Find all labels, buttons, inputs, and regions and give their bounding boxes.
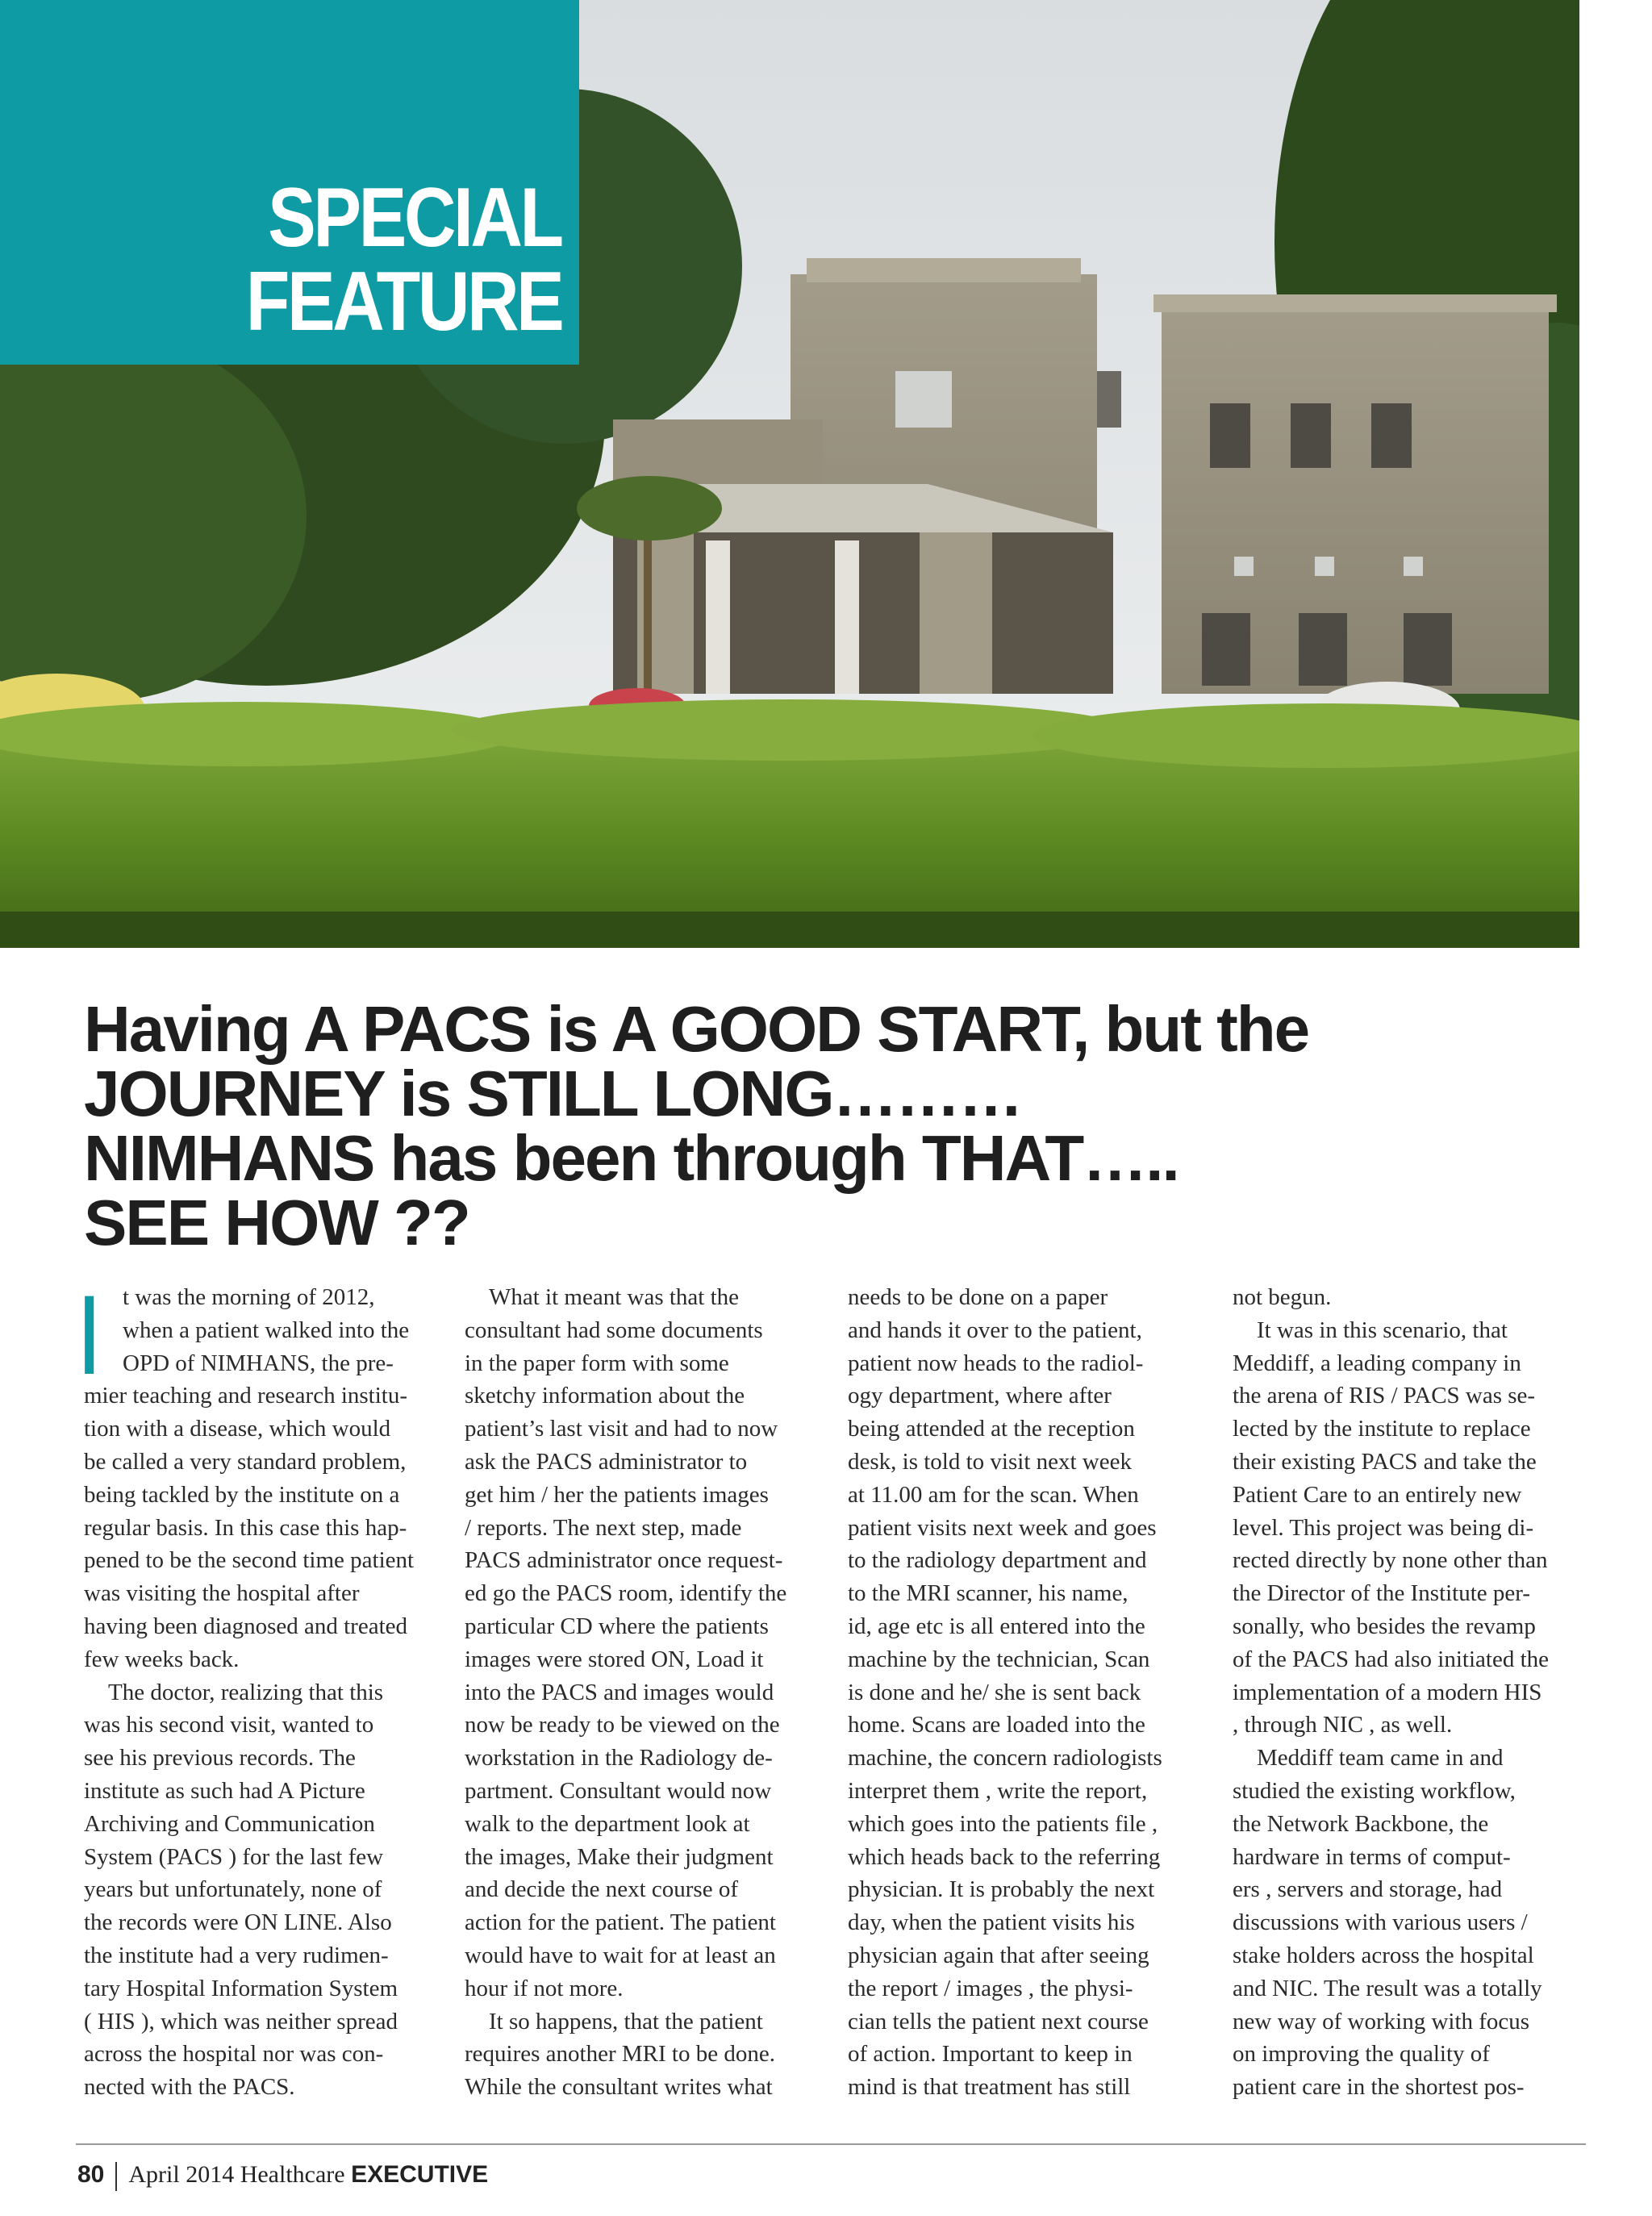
body-text-line: machine, the concern radiologists — [848, 1745, 1162, 1772]
article-column-1 — [84, 1281, 429, 2104]
body-text: What it meant was that the — [489, 1284, 740, 1310]
body-text-line: mier teaching and research institu- — [84, 1383, 408, 1409]
body-text-line: to the radiology department and — [848, 1547, 1147, 1574]
body-text-line: was visiting the hospital after — [84, 1580, 360, 1607]
body-text-line: see his previous records. The — [84, 1745, 356, 1772]
body-text-line: on improving the quality of — [1233, 2041, 1490, 2068]
body-text-line: / reports. The next step, made — [465, 1514, 742, 1541]
body-text-line: images were stored ON, Load it — [465, 1646, 764, 1672]
body-text-line: implementation of a modern HIS — [1233, 1679, 1542, 1705]
article-column-4 — [1233, 1281, 1578, 2104]
body-text-line: System (PACS ) for the last few — [84, 1843, 384, 1870]
body-text-line: the institute had a very rudimen- — [84, 1942, 389, 1968]
badge-line-2: FEATURE — [245, 255, 561, 348]
body-text-line: and NIC. The result was a totally — [1233, 1975, 1542, 2001]
body-text-line: few weeks back. — [84, 1646, 240, 1672]
body-text-line: the arena of RIS / PACS was se- — [1233, 1383, 1536, 1409]
body-text-line: years but unfortunately, none of — [84, 1876, 382, 1903]
body-text-line: the Director of the Institute per- — [1233, 1580, 1531, 1607]
body-text-line: level. This project was being di- — [1233, 1514, 1534, 1541]
magazine-name: EXECUTIVE — [351, 2161, 489, 2188]
drop-cap-letter: I — [81, 1271, 98, 1398]
body-text-line: While the consultant writes what — [465, 2074, 773, 2101]
body-text-line: machine by the technician, Scan — [848, 1646, 1150, 1672]
body-text-line: day, when the patient visits his — [848, 1909, 1135, 1936]
body-text-line: physician again that after seeing — [848, 1942, 1149, 1968]
headline-line: JOURNEY is STILL LONG……… — [84, 1058, 1022, 1129]
body-text-line: tion with a disease, which would — [84, 1416, 391, 1442]
body-text-line: the images, Make their judgment — [465, 1843, 774, 1870]
body-text-line: ers , servers and storage, had — [1233, 1876, 1503, 1903]
footer-rule — [76, 2143, 1586, 2145]
body-text-line: when a patient walked into the — [123, 1317, 410, 1343]
body-text-line: , through NIC , as well. — [1233, 1712, 1453, 1738]
body-text-line: hardware in terms of comput- — [1233, 1843, 1511, 1870]
body-text-line: interpret them , write the report, — [848, 1777, 1148, 1804]
body-text-line: particular CD where the patients — [465, 1613, 769, 1639]
body-text-line: hour if not more. — [465, 1975, 624, 2001]
body-text-line: regular basis. In this case this hap- — [84, 1514, 407, 1541]
body-text-line: PACS administrator once request- — [465, 1547, 783, 1574]
page-number: 80 — [77, 2161, 105, 2188]
body-text-line — [465, 2005, 810, 2039]
body-text-line: be called a very standard problem, — [84, 1448, 407, 1475]
body-text-line: the records were ON LINE. Also — [84, 1909, 392, 1936]
body-text-line: needs to be done on a paper — [848, 1284, 1108, 1310]
body-text-line: now be ready to be viewed on the — [465, 1712, 780, 1738]
body-text-line — [1233, 1314, 1578, 1347]
body-text-line: patient’s last visit and had to now — [465, 1416, 778, 1442]
body-text-line: is done and he/ she is sent back — [848, 1679, 1141, 1705]
body-text-line: OPD of NIMHANS, the pre- — [123, 1350, 394, 1376]
issue-label: April 2014 Healthcare — [128, 2161, 345, 2188]
body-text-line: discussions with various users / — [1233, 1909, 1528, 1936]
body-text: Meddiff team came in and — [1257, 1745, 1504, 1772]
body-text-line — [1233, 1742, 1578, 1775]
article-column-3 — [848, 1281, 1193, 2104]
body-text-line: desk, is told to visit next week — [848, 1448, 1132, 1475]
body-text-line: pened to be the second time patient — [84, 1547, 415, 1574]
body-text-line: home. Scans are loaded into the — [848, 1712, 1145, 1738]
badge-line-1: SPECIAL — [268, 171, 561, 265]
body-text-line: studied the existing workflow, — [1233, 1777, 1516, 1804]
body-text: It so happens, that the patient — [489, 2008, 763, 2034]
body-text-line: mind is that treatment has still — [848, 2074, 1131, 2101]
body-text-line: Meddiff, a leading company in — [1233, 1350, 1521, 1376]
article-headline — [84, 993, 1552, 1258]
body-text-line: and decide the next course of — [465, 1876, 738, 1903]
body-text-line: physician. It is probably the next — [848, 1876, 1155, 1903]
body-text-line: nected with the PACS. — [84, 2074, 295, 2101]
body-text-line: being attended at the reception — [848, 1416, 1135, 1442]
headline-line: NIMHANS has been through THAT….. — [84, 1122, 1179, 1194]
body-text-line: get him / her the patients images — [465, 1481, 769, 1508]
body-text-line: their existing PACS and take the — [1233, 1448, 1537, 1475]
body-text-line: having been diagnosed and treated — [84, 1613, 408, 1639]
body-text-line: lected by the institute to replace — [1233, 1416, 1531, 1442]
body-text-line: would have to wait for at least an — [465, 1942, 776, 1968]
body-text-line: ( HIS ), which was neither spread — [84, 2008, 398, 2034]
body-text-line: the report / images , the physi- — [848, 1975, 1133, 2001]
body-text-line: of the PACS had also initiated the — [1233, 1646, 1550, 1672]
body-text-line: sketchy information about the — [465, 1383, 745, 1409]
body-text: It was in this scenario, that — [1257, 1317, 1508, 1343]
body-text-line: was his second visit, wanted to — [84, 1712, 374, 1738]
body-text-line: institute as such had A Picture — [84, 1777, 365, 1804]
body-text-line: of action. Important to keep in — [848, 2041, 1133, 2068]
body-text-line — [465, 1281, 810, 1314]
body-text-line: at 11.00 am for the scan. When — [848, 1481, 1139, 1508]
body-text-line: requires another MRI to be done. — [465, 2041, 775, 2068]
body-text-line: not begun. — [1233, 1284, 1332, 1310]
body-text-line: id, age etc is all entered into the — [848, 1613, 1145, 1639]
body-text: The doctor, realizing that this — [108, 1679, 384, 1705]
body-text-line: ogy department, where after — [848, 1383, 1112, 1409]
body-text-line: rected directly by none other than — [1233, 1547, 1548, 1574]
body-text-line: stake holders across the hospital — [1233, 1942, 1534, 1968]
page-footer — [77, 2157, 488, 2193]
body-text-line: consultant had some documents — [465, 1317, 763, 1343]
body-text-line: sonally, who besides the revamp — [1233, 1613, 1536, 1639]
body-text-line — [84, 1676, 429, 1709]
headline-line: SEE HOW ?? — [84, 1187, 469, 1258]
body-text-line: being tackled by the institute on a — [84, 1481, 400, 1508]
body-text-line: which goes into the patients file , — [848, 1810, 1158, 1837]
body-text-line: walk to the department look at — [465, 1810, 750, 1837]
body-text-line: Archiving and Communication — [84, 1810, 375, 1837]
body-text-line: t was the morning of 2012, — [123, 1284, 375, 1310]
body-text-line: across the hospital nor was con- — [84, 2041, 384, 2068]
body-text-line: action for the patient. The patient — [465, 1909, 776, 1936]
body-text-line: patient care in the shortest pos- — [1233, 2074, 1525, 2101]
body-text-line: to the MRI scanner, his name, — [848, 1580, 1128, 1607]
headline-line: Having A PACS is A GOOD START, but the — [84, 993, 1309, 1065]
section-badge — [0, 0, 579, 365]
body-text-line: patient visits next week and goes — [848, 1514, 1157, 1541]
body-text-line: and hands it over to the patient, — [848, 1317, 1142, 1343]
body-text-line: patient now heads to the radiol- — [848, 1350, 1144, 1376]
body-text-line: workstation in the Radiology de- — [465, 1745, 773, 1772]
body-text-line: new way of working with focus — [1233, 2008, 1530, 2034]
body-text-line: ask the PACS administrator to — [465, 1448, 748, 1475]
footer-separator — [115, 2162, 117, 2191]
body-text-line: which heads back to the referring — [848, 1843, 1161, 1870]
body-text-line: tary Hospital Information System — [84, 1975, 398, 2001]
body-text-line: the Network Backbone, the — [1233, 1810, 1489, 1837]
body-text-line: into the PACS and images would — [465, 1679, 774, 1705]
body-text-line: partment. Consultant would now — [465, 1777, 772, 1804]
body-text-line: in the paper form with some — [465, 1350, 729, 1376]
article-column-2 — [465, 1281, 810, 2104]
body-text-line: Patient Care to an entirely new — [1233, 1481, 1522, 1508]
body-text-line: cian tells the patient next course — [848, 2008, 1149, 2034]
body-text-line: ed go the PACS room, identify the — [465, 1580, 787, 1607]
